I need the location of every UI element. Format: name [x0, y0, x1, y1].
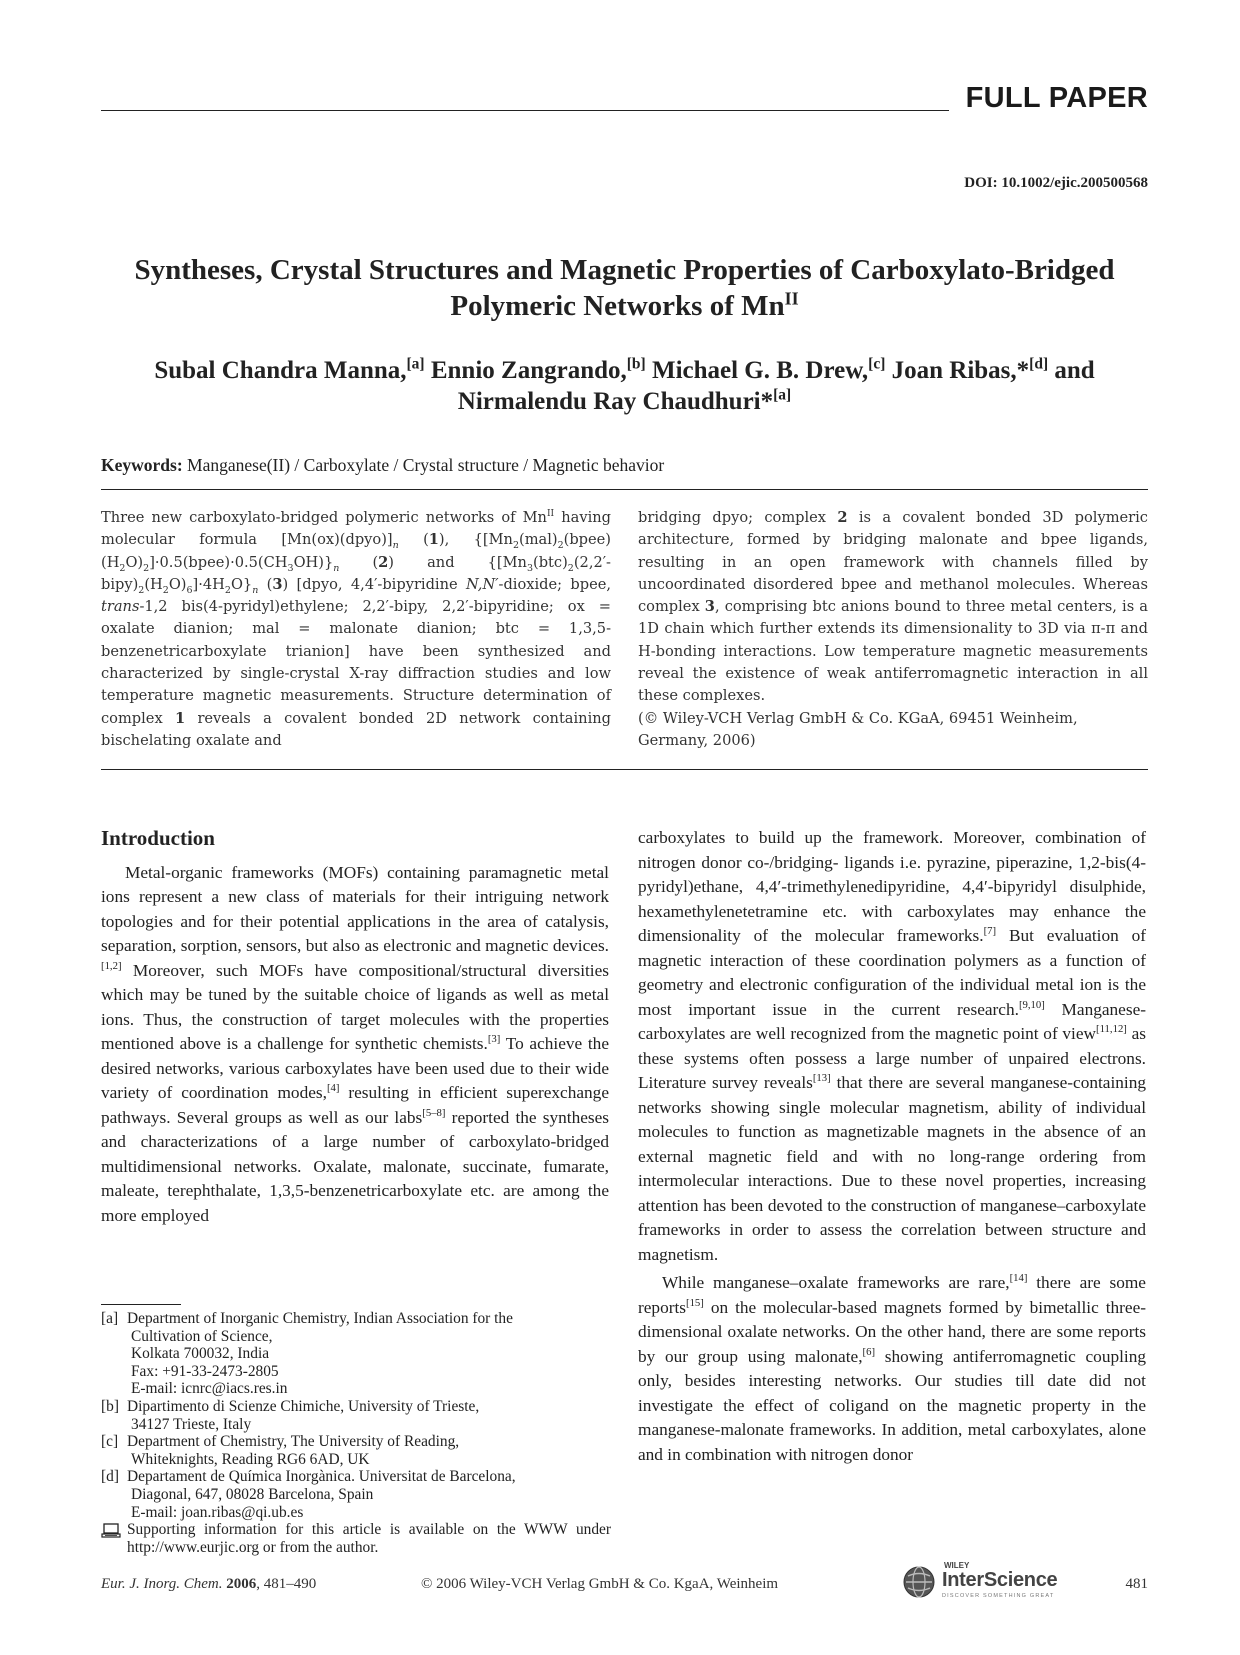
citation[interactable]: [14] — [1009, 1272, 1028, 1285]
body-left-column — [101, 826, 609, 1228]
author-4: Joan Ribas,* — [891, 357, 1030, 384]
intro-paragraph-1: Metal-organic frameworks (MOFs) containing paramagnetic metal ions represent a new class of materials for their intriguing network topologies and for their potential applications in the area of catalysis, separation, sorption, sensors, but also as electronic and magnetic devices.[1,2] Moreover, such MOFs have compositional/structural diversities which may be tuned by the suitable choice of ligands as well as metal ions. Thus, the construction of target molecules with the properties mentioned above is a challenge for synthetic chemists.[3] To achieve the desired networks, various carboxylates have been used due to their wide variety of coordination modes,[4] resulting in efficient superexchange pathways. Several groups as well as our labs[5–8] reported the syntheses and characterizations of a large number of carboxylato-bridged multidimensional networks. Oxalate, malonate, succinate, fumarate, maleate, terephthalate, 1,3,5-benzenetricarboxylate etc. are among the more employed — [101, 862, 610, 1225]
footnote-c: [c] Department of Chemistry, The University of Reading, Whiteknights, Reading RG6 6AD, UK — [101, 1433, 460, 1468]
keywords — [101, 455, 664, 476]
section-heading-introduction: Introduction — [101, 826, 215, 850]
keywords-text: Manganese(II) / Carboxylate / Crystal structure / Magnetic behavior — [187, 455, 665, 475]
body-right-column — [638, 826, 1146, 1467]
author-line-2: Nirmalendu Ray Chaudhuri*[a] — [457, 386, 792, 415]
footnote-b: [b] Dipartimento di Scienze Chimiche, University of Trieste, 34127 Trieste, Italy — [101, 1397, 480, 1433]
citation[interactable]: [6] — [862, 1345, 876, 1358]
article-title — [101, 252, 1148, 324]
interscience-logo[interactable]: WILEY InterScience DISCOVER SOMETHING GREAT — [902, 1561, 1062, 1601]
abstract-top-rule — [101, 489, 1148, 490]
citation[interactable]: [5–8] — [422, 1106, 446, 1119]
doi[interactable]: DOI: 10.1002/ejic.200500568 — [964, 175, 1148, 191]
journal-citation: Eur. J. Inorg. Chem. 2006, 481–490 — [101, 1576, 317, 1592]
citation[interactable]: [7] — [983, 925, 997, 938]
intro-paragraph-3: While manganese–oxalate frameworks are rare,[14] there are some reports[15] on the molecular-based magnets formed by bimetallic three-dimensional oxalate networks. On the other hand, there are some reports by our group using malonate,[6] showing antiferromagnetic coupling only, besides interesting networks. Our studies till date did not investigate the effect of coligand on the magnetic property in the manganese-malonate frameworks. In addition, metal carboxylates, alone and in combination with nitrogen donor — [638, 1272, 1146, 1464]
citation[interactable]: [9,10] — [1018, 998, 1045, 1011]
author-5: Nirmalendu Ray Chaudhuri* — [457, 388, 774, 415]
email-link[interactable]: E-mail: joan.ribas@qi.ub.es — [131, 1503, 304, 1521]
globe-icon — [902, 1565, 936, 1599]
author-2: Ennio Zangrando, — [430, 357, 627, 384]
citation[interactable]: [15] — [686, 1296, 704, 1309]
header-rule — [101, 110, 949, 111]
footer-copyright: © 2006 Wiley-VCH Verlag GmbH & Co. KgaA, Weinheim — [421, 1576, 779, 1592]
abstract-text-left: Three new carboxylato-bridged polymeric networks of $Mn^{II}$ having molecular formula $[Mn(ox)(dpyo)]_n$ (1), $\{[Mn_2(mal)_2(bpee)(H_2O)_2]\cdot 0.5(bpee)\cdot 0.5(CH_3OH)\}_n$ (2) and $\{[Mn_3(btc)_2(2,2'-bipy)_2(H_2O)_6]\cdot 4H_2O\}_n$ (3) [dpyo, 4,4′-bipyridine N,N′-dioxide; bpee, trans-1,2 bis(4-pyridyl)ethylene; 2,2′-bipy, 2,2′-bipyridine; ox = oxalate dianion; mal = malonate dianion; btc = 1,3,5-benzenetricarboxylate trianion] have been synthesized and characterized by single-crystal X-ray diffraction studies and low temperature magnetic measurements. Structure determination of complex 1 reveals a covalent bonded 2D network containing bischelating oxalate and — [101, 509, 611, 749]
section-tag: FULL PAPER — [965, 82, 1148, 114]
computer-icon — [101, 1521, 127, 1556]
citation[interactable]: [1,2] — [101, 959, 122, 972]
abstract-left-column — [101, 507, 611, 752]
citation[interactable]: [11,12] — [1096, 1023, 1127, 1036]
footnote-a: [a] Department of Inorganic Chemistry, Indian Association for the Cultivation of Science, Kolkata 700032, India Fax: +91-33-2473-2805 E-mail: icnrc@iacs.res.in — [101, 1310, 611, 1398]
abstract-bottom-rule — [101, 769, 1148, 770]
abstract-text-right: bridging dpyo; complex 2 is a covalent bonded 3D polymeric architecture, formed by bridging malonate and bpee ligands, resulting in an open framework with channels filled by uncoordinated disordered bpee and methanol molecules. Whereas complex 3, comprising btc anions bound to three metal centers, is a 1D chain which further extends its dimensionality to 3D via π-π and H-bonding interactions. Low temperature magnetic measurements reveal the existence of weak antiferromagnetic interaction in all these complexes. — [638, 509, 1148, 705]
abstract-right-column — [638, 507, 1148, 752]
citation[interactable]: [13] — [812, 1072, 831, 1085]
citation[interactable]: [3] — [487, 1033, 501, 1046]
supporting-info-note: Supporting information for this article is available on the WWW under http://www.eurjic.org or from the author. — [101, 1521, 611, 1556]
footnote-rule — [101, 1304, 181, 1305]
page-number: 481 — [1125, 1576, 1148, 1592]
intro-paragraph-2: carboxylates to build up the framework. Moreover, combination of nitrogen donor co-/bridging- ligands i.e. pyrazine, piperazine, 1,2-bis(4-pyridyl)ethane, 4,4′-trimethylenedipyridine, 4,4′-bipyridyl disulphide, hexamethylenetetramine etc. with carboxylates may enhance the dimensionality of the molecular frameworks.[7] But evaluation of magnetic interaction of these coordination polymers as a function of geometry and electronic configuration of the individual metal ion is the most important issue in the current research.[9,10] Manganese-carboxylates are well recognized from the magnetic point of view[11,12] as these systems often possess a large number of unpaired electrons. Literature survey reveals[13] that there are several manganese-containing networks showing single molecular magnetism, ability of individual molecules to function as magnetizable magnets in the absence of an external magnetic field and with no long-range ordering from intermolecular interactions. Due to these novel properties, increasing attention has been devoted to the construction of manganese–carboxylate frameworks in order to assess the correlation between structure and magnetism. — [638, 828, 1146, 1264]
citation[interactable]: [4] — [326, 1082, 340, 1095]
footnote-d: [d] Departament de Química Inorgànica. Universitat de Barcelona, Diagonal, 647, 08028 Barcelona, Spain E-mail: joan.ribas@qi.ub.es — [101, 1468, 611, 1521]
author-3: Michael G. B. Drew, — [651, 357, 869, 384]
author-list — [101, 355, 1148, 417]
affiliation-footnotes — [101, 1310, 611, 1556]
email-link[interactable]: E-mail: icnrc@iacs.res.in — [131, 1380, 288, 1398]
keywords-label: Keywords: — [101, 455, 183, 475]
title-line-2: Polymeric Networks of $Mn^{II}$ — [450, 288, 799, 322]
title-line-1: Syntheses, Crystal Structures and Magnetic Properties of Carboxylato-Bridged — [134, 254, 1115, 286]
abstract-copyright: (© Wiley-VCH Verlag GmbH & Co. KGaA, 69451 Weinheim, Germany, 2006) — [638, 709, 1078, 749]
author-1: Subal Chandra Manna, — [154, 357, 407, 384]
author-line-1: Subal Chandra Manna,[a] Ennio Zangrando,[b] Michael G. B. Drew,[c] Joan Ribas,*[d] and — [154, 355, 1095, 384]
